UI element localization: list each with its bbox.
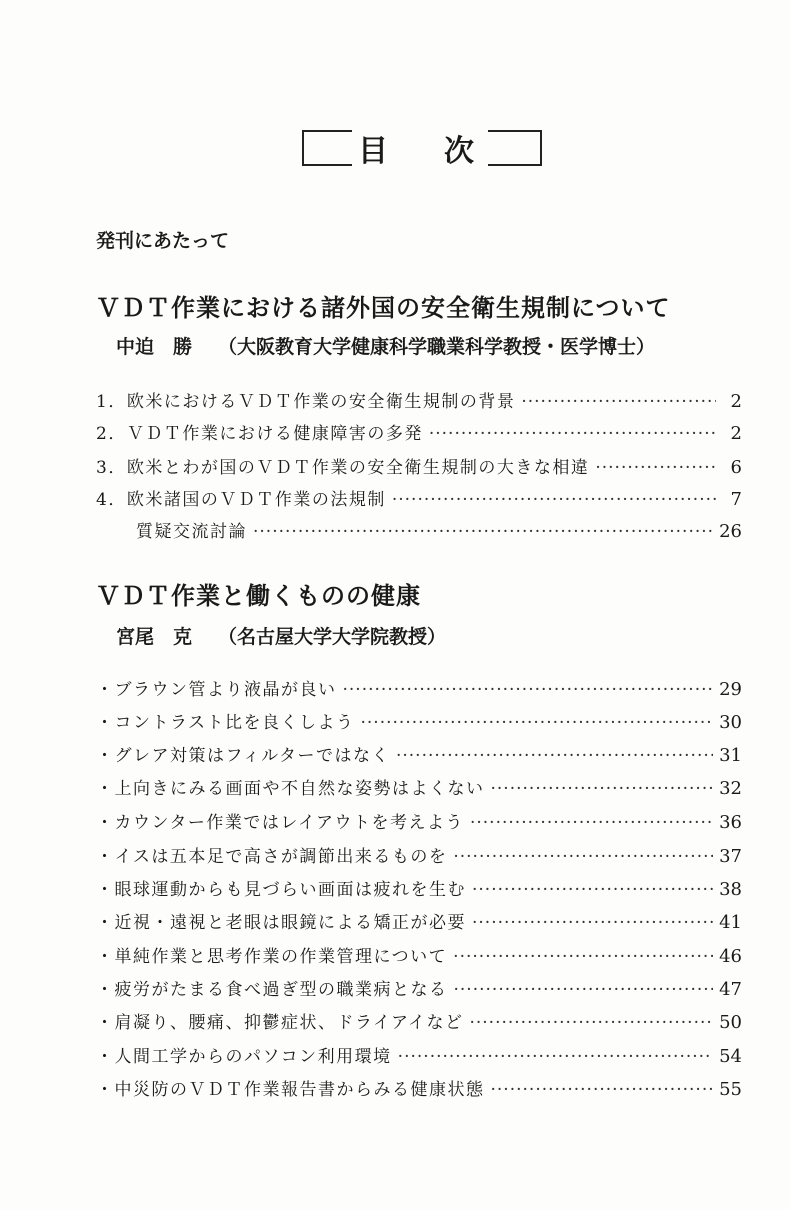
entry-label: 2．ＶＤＴ作業における健康障害の多発	[96, 424, 423, 444]
leader-dots	[491, 779, 714, 799]
toc-entry[interactable]	[96, 1003, 742, 1033]
toc-title	[0, 126, 790, 176]
toc-entry[interactable]	[96, 837, 742, 867]
title-frame-left-edge	[302, 130, 304, 164]
entry-page: 38	[719, 879, 742, 900]
leader-dots	[453, 847, 713, 867]
entry-page: 32	[719, 778, 742, 799]
entry-label: ・カウンター作業ではレイアウトを考えよう	[96, 813, 464, 833]
entry-label: ・近視・遠視と老眼は眼鏡による矯正が必要	[96, 913, 466, 933]
leader-dots	[469, 1013, 713, 1033]
entry-page: 46	[719, 946, 742, 967]
entry-page: 2	[730, 391, 742, 412]
toc-entry[interactable]	[96, 769, 742, 799]
entry-label: ・眼球運動からも見づらい画面は疲れを生む	[96, 880, 466, 900]
entry-page: 55	[719, 1079, 742, 1100]
section-heading[interactable]: ＶＤＴ作業と働くものの健康	[96, 582, 421, 610]
entry-label: ・肩凝り、腰痛、抑鬱症状、ドライアイなど	[96, 1013, 464, 1033]
leader-dots	[472, 913, 713, 933]
leader-dots	[396, 746, 713, 766]
toc-entry[interactable]	[96, 703, 742, 733]
entry-label: ・単純作業と思考作業の作業管理について	[96, 947, 448, 967]
toc-entry[interactable]	[96, 480, 742, 510]
author-name: 中迫 勝	[116, 336, 193, 358]
entry-label: 1．欧米におけるＶＤＴ作業の安全衛生規制の背景	[96, 392, 516, 412]
author-name: 宮尾 克	[116, 626, 193, 648]
entry-label: ・上向きにみる画面や不自然な姿勢はよくない	[96, 779, 485, 799]
toc-entry[interactable]	[96, 512, 742, 542]
entry-page: 30	[719, 712, 742, 733]
leader-dots	[454, 980, 714, 1000]
leader-dots	[470, 813, 713, 833]
entry-label: 3．欧米とわが国のＶＤＴ作業の安全衛生規制の大きな相違	[96, 458, 590, 478]
leader-dots	[453, 947, 713, 967]
section-author	[116, 622, 446, 649]
toc-entry[interactable]	[96, 803, 742, 833]
entry-page: 50	[719, 1012, 742, 1033]
toc-entry[interactable]	[96, 903, 742, 933]
leader-dots	[361, 713, 714, 733]
leader-dots	[472, 880, 713, 900]
entry-label: ・コントラスト比を良くしよう	[96, 713, 355, 733]
toc-entry[interactable]	[96, 736, 742, 766]
title-frame-left-top	[302, 130, 352, 132]
author-affiliation: （名古屋大学大学院教授）	[218, 626, 447, 648]
leader-dots	[253, 522, 713, 542]
title-char-right: 次	[444, 134, 476, 169]
entry-label: 質疑交流討論	[136, 522, 247, 542]
entry-label: ・疲労がたまる食べ過ぎ型の職業病となる	[96, 980, 448, 1000]
section-heading[interactable]: ＶＤＴ作業における諸外国の安全衛生規制について	[96, 294, 671, 322]
title-char-left: 目	[358, 134, 390, 169]
entry-page: 54	[719, 1046, 742, 1067]
entry-label: ・人間工学からのパソコン利用環境	[96, 1047, 392, 1067]
toc-entry[interactable]	[96, 937, 742, 967]
leader-dots	[392, 490, 716, 510]
toc-entry[interactable]	[96, 870, 742, 900]
toc-entry[interactable]	[96, 1037, 742, 1067]
section-author	[116, 332, 655, 359]
entry-label: ・イスは五本足で高さが調節出来るものを	[96, 847, 448, 867]
entry-page: 26	[719, 521, 742, 542]
preface-entry[interactable]: 発刊にあたって	[96, 230, 230, 252]
entry-page: 41	[719, 912, 742, 933]
entry-page: 6	[730, 457, 742, 478]
title-frame-left-bottom	[302, 164, 352, 166]
toc-entry[interactable]	[96, 670, 742, 700]
leader-dots	[491, 1080, 714, 1100]
leader-dots	[343, 680, 714, 700]
title-frame-right-edge	[540, 130, 542, 166]
entry-label: ・グレア対策はフィルターではなく	[96, 746, 390, 766]
entry-label: 4．欧米諸国のＶＤＴ作業の法規制	[96, 490, 386, 510]
toc-entry[interactable]	[96, 448, 742, 478]
entry-page: 47	[719, 979, 742, 1000]
entry-label: ・中災防のＶＤＴ作業報告書からみる健康状態	[96, 1080, 485, 1100]
leader-dots	[429, 424, 716, 444]
leader-dots	[595, 458, 716, 478]
title-frame-right-top	[488, 130, 540, 132]
title-frame-right-bottom	[488, 164, 540, 166]
leader-dots	[521, 392, 716, 412]
toc-entry[interactable]	[96, 382, 742, 412]
toc-entry[interactable]	[96, 1070, 742, 1100]
leader-dots	[398, 1047, 713, 1067]
entry-page: 7	[730, 489, 742, 510]
entry-page: 31	[719, 745, 742, 766]
entry-page: 2	[730, 423, 742, 444]
entry-page: 29	[719, 679, 742, 700]
entry-label: ・ブラウン管より液晶が良い	[96, 680, 337, 700]
toc-entry[interactable]	[96, 414, 742, 444]
author-affiliation: （大阪教育大学健康科学職業科学教授・医学博士）	[218, 336, 656, 358]
toc-entry[interactable]	[96, 970, 742, 1000]
entry-page: 36	[719, 812, 742, 833]
entry-page: 37	[719, 846, 742, 867]
